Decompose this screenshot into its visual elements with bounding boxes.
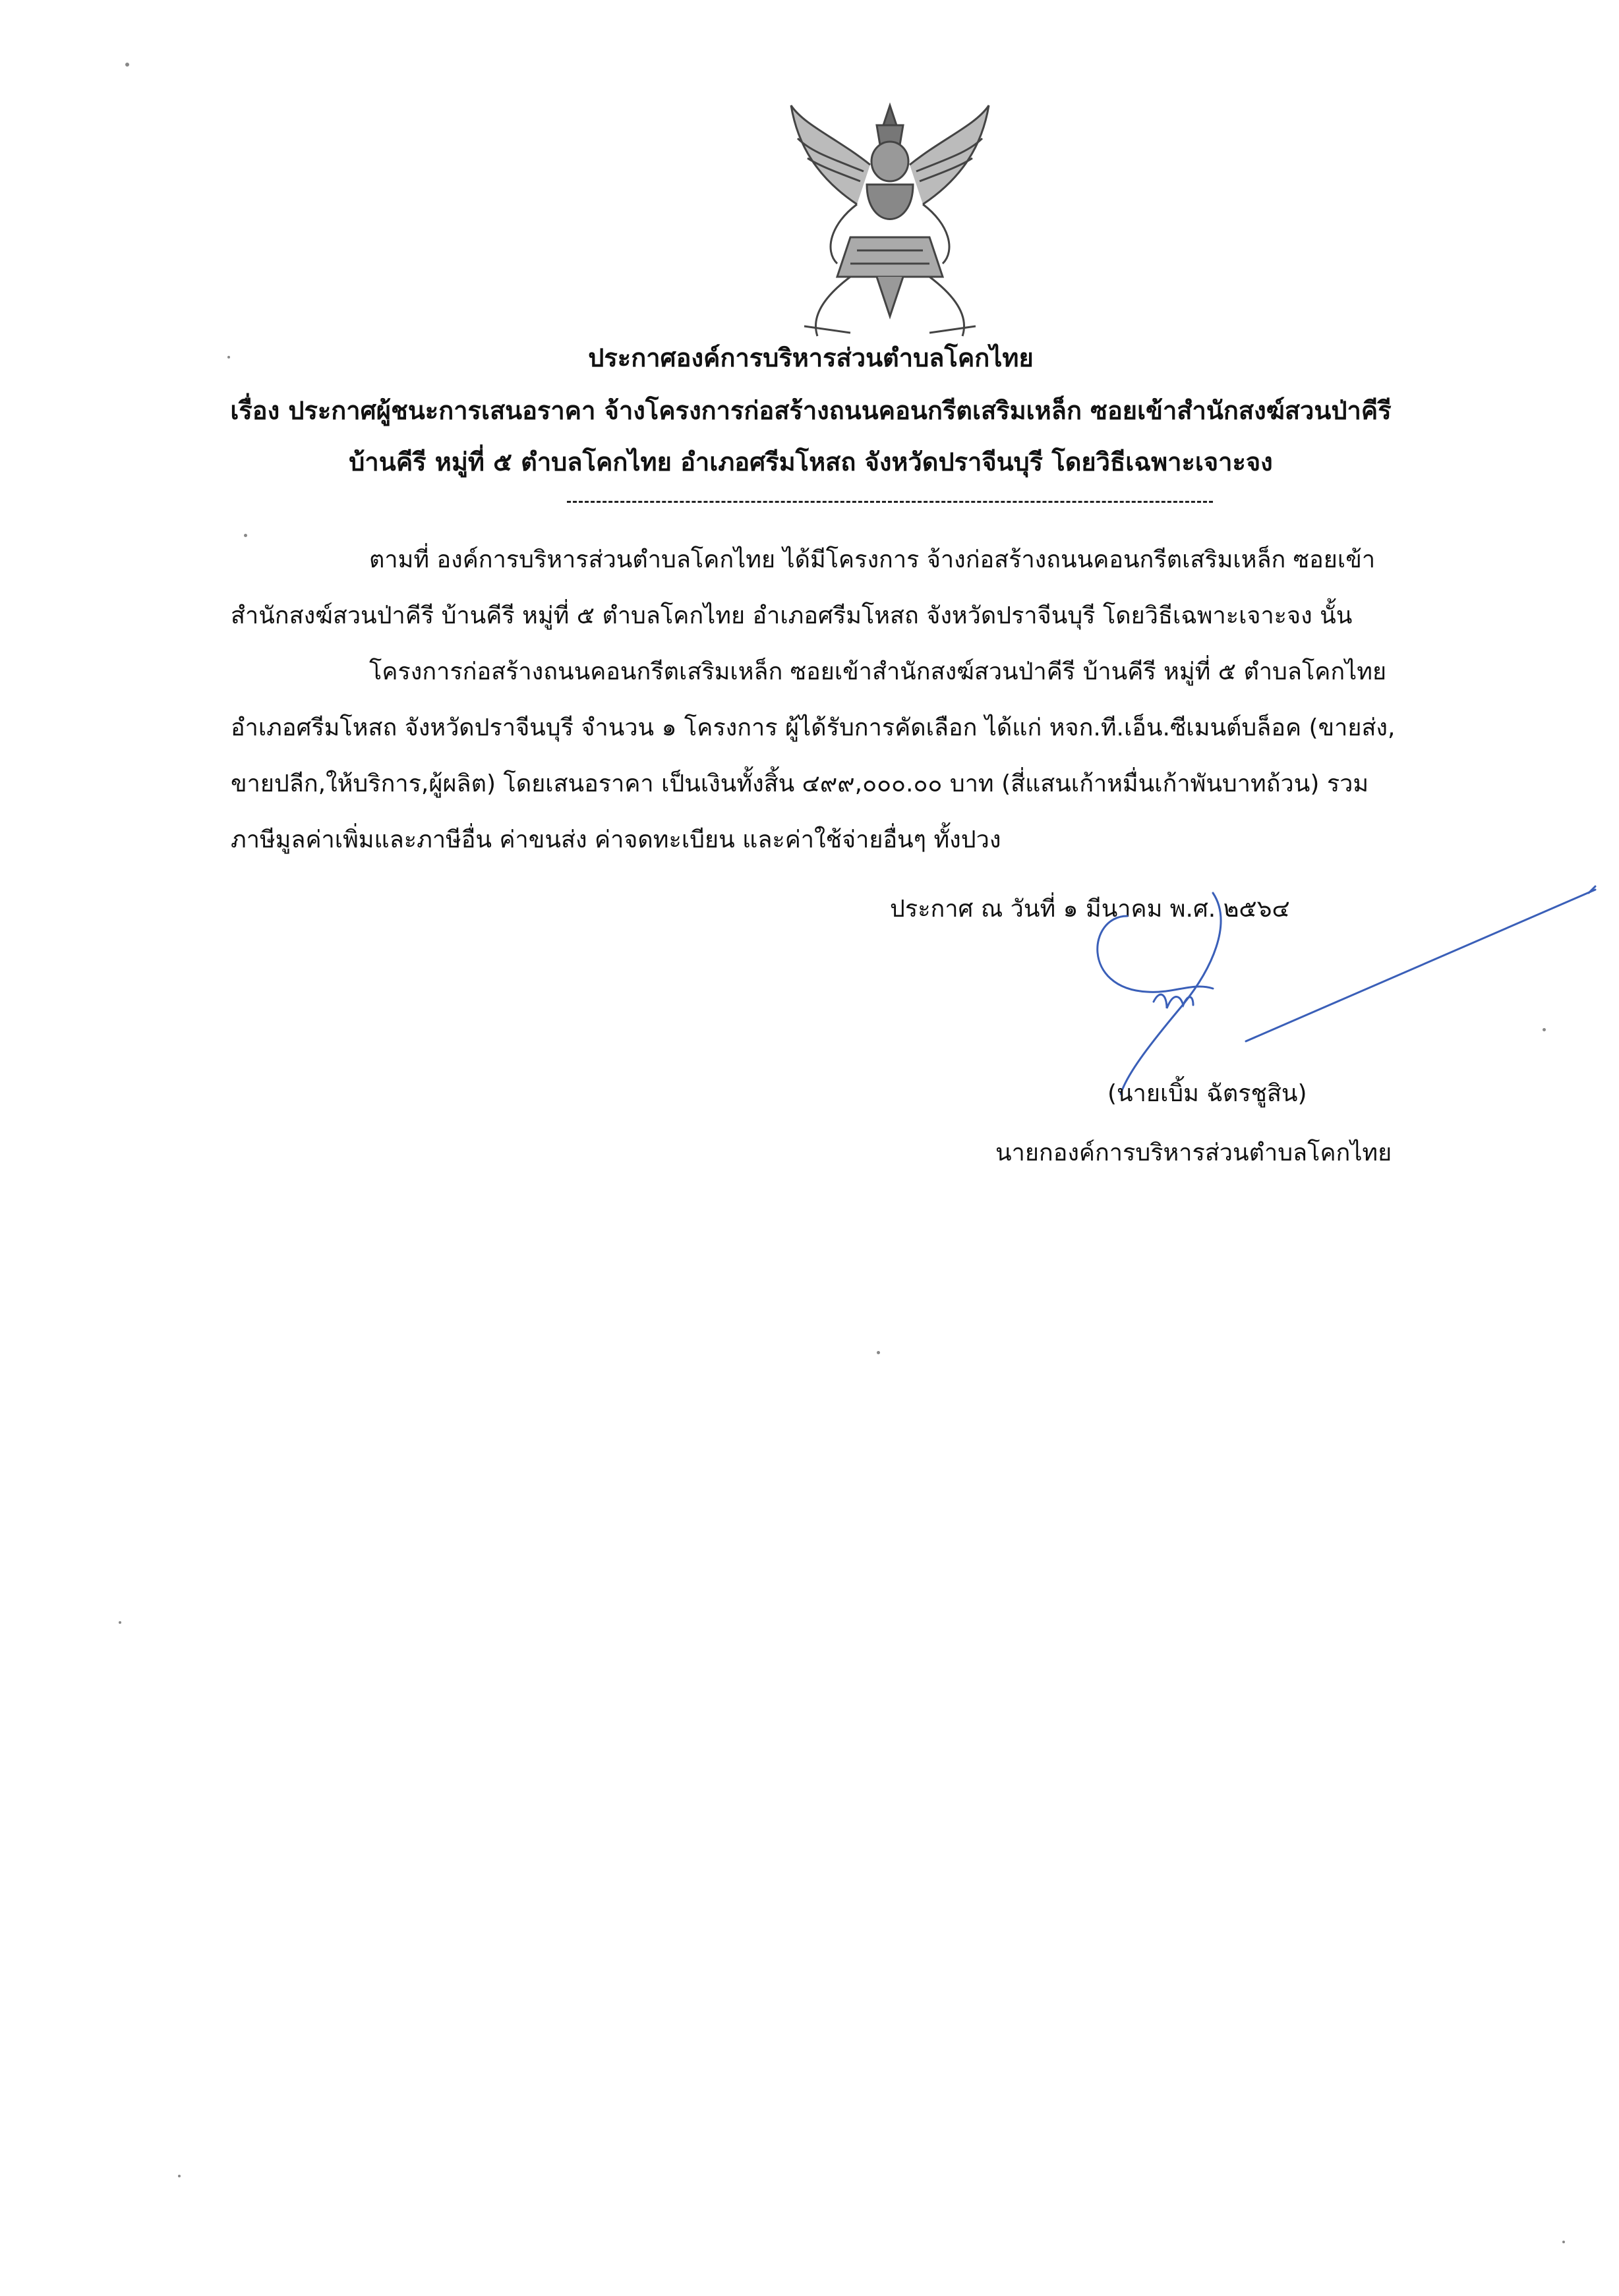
scan-speck [227, 356, 230, 359]
scan-speck [1543, 1028, 1546, 1031]
scan-speck [877, 1351, 880, 1354]
signer-name: (นายเบิ้ม ฉัตรชูสิน) [1107, 1080, 1307, 1107]
announcement-date: ประกาศ ณ วันที่ ๑ มีนาคม พ.ศ. ๒๕๖๔ [890, 896, 1290, 923]
scan-speck [178, 2175, 181, 2177]
body-line: ตามที่ องค์การบริหารส่วนตำบลโคกไทย ได้มีโครงการ จ้างก่อสร้างถนนคอนกรีตเสริมเหล็ก ซอยเข้า [369, 546, 1376, 573]
announcement-subject: เรื่อง ประกาศผู้ชนะการเสนอราคา จ้างโครงการก่อสร้างถนนคอนกรีตเสริมเหล็ก ซอยเข้าสำนักสงฆ์สวนป่าคีรี [230, 396, 1392, 425]
body-line: ภาษีมูลค่าเพิ่มและภาษีอื่น ค่าขนส่ง ค่าจดทะเบียน และค่าใช้จ่ายอื่นๆ ทั้งปวง [231, 826, 1001, 853]
body-line: ขายปลีก,ให้บริการ,ผู้ผลิต) โดยเสนอราคา เป็นเงินทั้งสิ้น ๔๙๙,๐๐๐.๐๐ บาท (สี่แสนเก้าหมื่นเก้าพันบาทถ้วน) รวม [231, 770, 1369, 797]
separator-dashed [567, 501, 1213, 503]
body-line: โครงการก่อสร้างถนนคอนกรีตเสริมเหล็ก ซอยเข้าสำนักสงฆ์สวนป่าคีรี บ้านคีรี หมู่ที่ ๕ ตำบลโคกไทย [369, 658, 1387, 685]
garuda-emblem-icon [778, 99, 1002, 343]
announcement-title: ประกาศองค์การบริหารส่วนตำบลโคกไทย [588, 343, 1034, 372]
scan-speck [119, 1621, 121, 1624]
signature-icon [1015, 876, 1619, 1114]
scan-speck [244, 534, 247, 537]
scan-speck [1562, 2241, 1565, 2243]
body-line: อำเภอศรีมโหสถ จังหวัดปราจีนบุรี จำนวน ๑ โครงการ ผู้ได้รับการคัดเลือก ได้แก่ หจก.ที.เอ็น.ซีเมนต์บล็อค (ขายส่ง, [231, 714, 1396, 741]
scan-speck [125, 63, 129, 67]
announcement-subject-cont: บ้านคีรี หมู่ที่ ๕ ตำบลโคกไทย อำเภอศรีมโหสถ จังหวัดปราจีนบุรี โดยวิธีเฉพาะเจาะจง [349, 447, 1273, 476]
signer-title: นายกองค์การบริหารส่วนตำบลโคกไทย [995, 1139, 1392, 1166]
body-line: สำนักสงฆ์สวนป่าคีรี บ้านคีรี หมู่ที่ ๕ ตำบลโคกไทย อำเภอศรีมโหสถ จังหวัดปราจีนบุรี โดยวิธีเฉพาะเจาะจง นั้น [231, 602, 1353, 629]
